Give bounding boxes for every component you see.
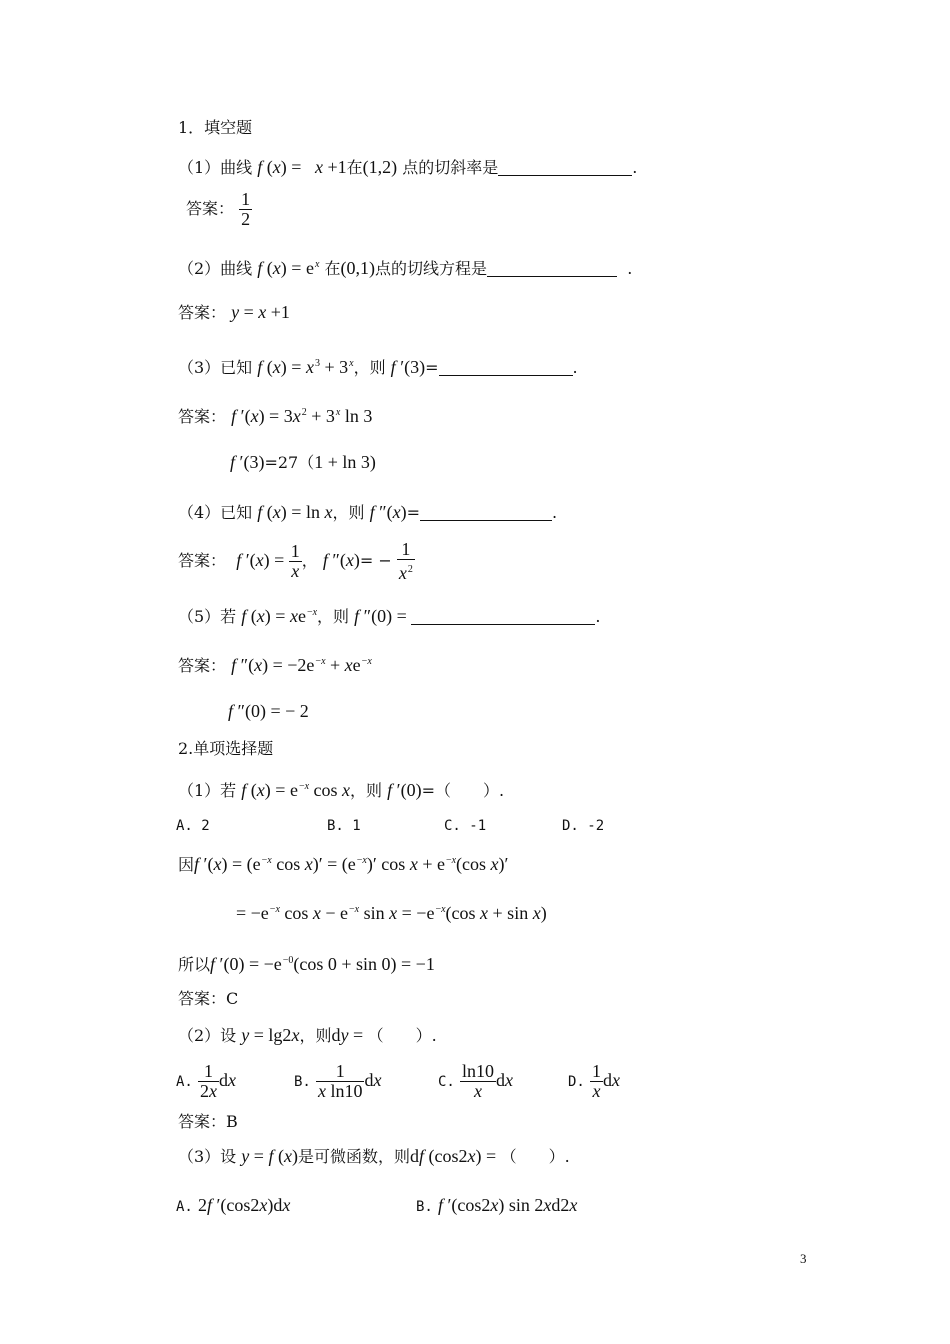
question-1-3: （3）已知 f $(x) = x^3 + 3^x$，则 f ′(3)= . bbox=[178, 357, 578, 377]
answer-1-3-line-2: f ′(3)=27（1 + ln 3) bbox=[230, 452, 376, 472]
answer-1-1: 答案： $\frac{1}{2}$ bbox=[186, 189, 251, 229]
work-2-1-line-1: 因f $'(x) = (e^{-x}$ $\cos x)' = (e^{-x})'$ $\cos x + e^{-x}(\cos$ x)′ bbox=[178, 854, 509, 874]
question-2-3: （3）设 y = f (x)是可微函数，则df (cos2x) = （ ）. bbox=[178, 1146, 570, 1166]
answer-blank bbox=[439, 359, 573, 376]
option-d[interactable]: D. -2 bbox=[562, 818, 605, 834]
answer-1-5-line-2: f ″(0) = − 2 bbox=[228, 701, 309, 721]
answer-2-2: 答案：B bbox=[178, 1112, 238, 1131]
option-a[interactable]: A. $\frac{1}{2x}$ dx bbox=[176, 1061, 236, 1101]
section-2-title: 2.单项选择题 bbox=[178, 739, 274, 758]
answer-2-1: 答案：C bbox=[178, 989, 239, 1008]
option-b[interactable]: B. f ′(cos2x) sin 2xd2x bbox=[416, 1195, 578, 1215]
option-b[interactable]: B. $\frac{1}{\text{x ln10}}$ dx bbox=[294, 1061, 382, 1101]
question-2-2: （2）设 y = lg2x，则dy = （ ）. bbox=[178, 1025, 437, 1045]
option-c[interactable]: C. $\frac{\ln 10}{x}$ dx bbox=[438, 1061, 513, 1101]
page-number: 3 bbox=[800, 1251, 807, 1266]
answer-blank bbox=[498, 159, 632, 176]
question-2-1: （1）若 f $(x) = e^{-x}$ cos x，则 f ′(0)=（ ）. bbox=[178, 780, 505, 800]
answer-blank bbox=[487, 260, 617, 277]
fraction: $\frac{1}{2}$ bbox=[241, 189, 251, 229]
answer-blank bbox=[420, 504, 552, 521]
question-1-2: （2）曲线 f $(x) = e^x$ 在(0,1)点的切线方程是 . bbox=[178, 258, 633, 278]
question-1-4: （4）已知 f (x) = ln x，则 f ″(x)= . bbox=[178, 502, 558, 522]
option-c[interactable]: C. -1 bbox=[444, 818, 487, 834]
answer-1-3: 答案： f $'(x) = 3x^2 + 3^x$ ln 3 bbox=[178, 406, 373, 426]
question-1-5: （5）若 f $(x) = xe^{-x}$，则 f ″(0) = . bbox=[178, 606, 601, 626]
option-b[interactable]: B. 1 bbox=[327, 818, 361, 834]
work-2-1-line-2: = $-e^{-x}$ $\cos x - e^{-x}$ $\sin x = -e^{-x}(\cos$ x + sin x) bbox=[236, 903, 547, 923]
answer-1-5: 答案： f $''(x) = -2e^{-x} + xe^{-x}$ bbox=[178, 655, 372, 675]
answer-1-2: 答案： y = x +1 bbox=[178, 302, 290, 322]
options-2-2 bbox=[176, 1062, 646, 1108]
work-2-1-line-3: 所以f $'(0) = -e^{-0}(\cos$ 0 + sin 0) = −1 bbox=[178, 954, 435, 974]
option-a[interactable]: A. 2f ′(cos2x)dx bbox=[176, 1195, 291, 1215]
answer-blank bbox=[411, 608, 595, 625]
option-d[interactable]: D. $\frac{1}{x}$ dx bbox=[568, 1061, 620, 1101]
answer-1-4: 答案： f ′(x) = $\frac{1}{x}$ ， f ″(x)= − $\frac{1}{x^2}$ bbox=[178, 539, 413, 583]
question-1-1: （1）曲线 f (x) = x +1在(1,2) 点的切斜率是 . bbox=[178, 157, 638, 177]
option-a[interactable]: A. 2 bbox=[176, 818, 210, 834]
section-1-title: 1．填空题 bbox=[178, 118, 253, 137]
